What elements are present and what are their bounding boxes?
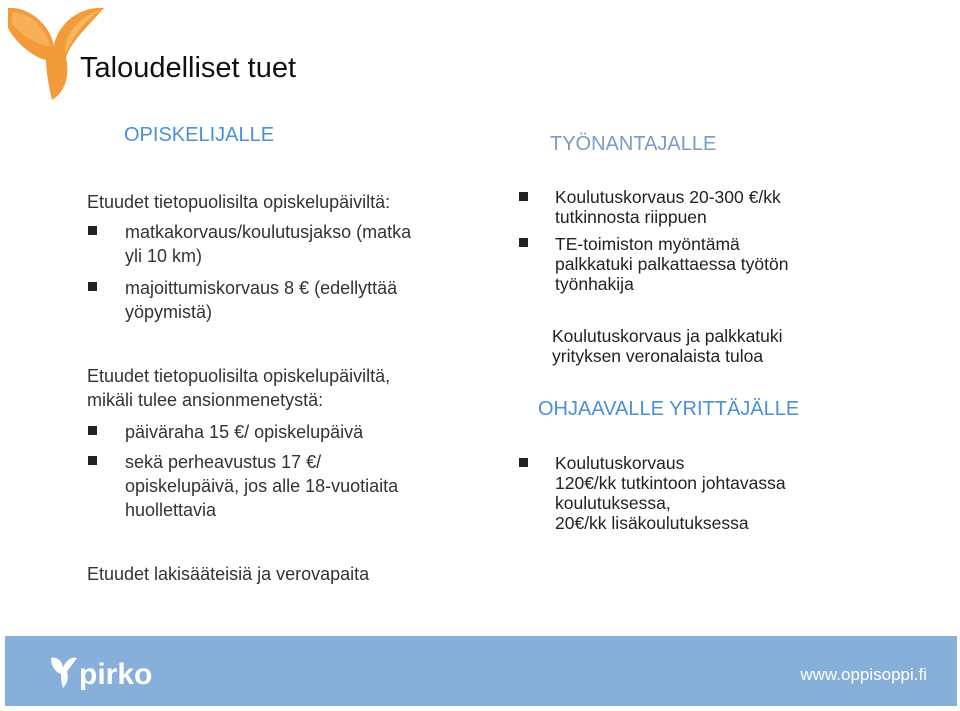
list-item: matkakorvaus/koulutusjakso (matka yli 10 km) — [125, 222, 412, 266]
students-footnote: Etuudet lakisääteisiä ja verovapaita — [87, 564, 370, 584]
list-item: sekä perheavustus 17 €/ opiskelupäivä, jos alle 18-vuotiaita huollettavia — [125, 452, 399, 520]
footer-url: www.oppisoppi.fi — [800, 665, 927, 684]
svg-text:pirko: pirko — [79, 658, 153, 691]
list-item: Koulutuskorvaus 20-300 €/kk tutkinnosta riippuen — [555, 187, 781, 227]
page-title: Taloudelliset tuet — [80, 52, 297, 84]
list-item: TE-toimiston myöntämä palkkatuki palkattaessa työtön työnhakija — [555, 234, 789, 294]
pirko-logo-icon — [45, 646, 175, 696]
square-bullet-icon — [88, 456, 97, 465]
students-intro-1: Etuudet tietopuolisilta opiskelupäiviltä: — [87, 192, 391, 212]
square-bullet-icon — [88, 282, 97, 291]
students-heading: OPISKELIJALLE — [124, 124, 275, 146]
guide-heading: OHJAAVALLE YRITTÄJÄLLE — [538, 398, 800, 420]
employer-note: Koulutuskorvaus ja palkkatuki yrityksen veronalaista tuloa — [552, 326, 783, 366]
square-bullet-icon — [519, 238, 528, 247]
footer-bar — [5, 636, 957, 706]
list-item: Koulutuskorvaus 120€/kk tutkintoon johtavassa koulutuksessa, 20€/kk lisäkoulutuksessa — [555, 453, 786, 533]
square-bullet-icon — [88, 426, 97, 435]
list-item: majoittumiskorvaus 8 € (edellyttää yöpymistä) — [125, 278, 398, 322]
square-bullet-icon — [88, 226, 97, 235]
students-intro-2: Etuudet tietopuolisilta opiskelupäiviltä, mikäli tulee ansionmenetystä: — [87, 366, 391, 410]
square-bullet-icon — [519, 192, 528, 201]
list-item: päiväraha 15 €/ opiskelupäivä — [125, 422, 364, 442]
employer-heading: TYÖNANTAJALLE — [550, 133, 717, 155]
square-bullet-icon — [519, 458, 528, 467]
